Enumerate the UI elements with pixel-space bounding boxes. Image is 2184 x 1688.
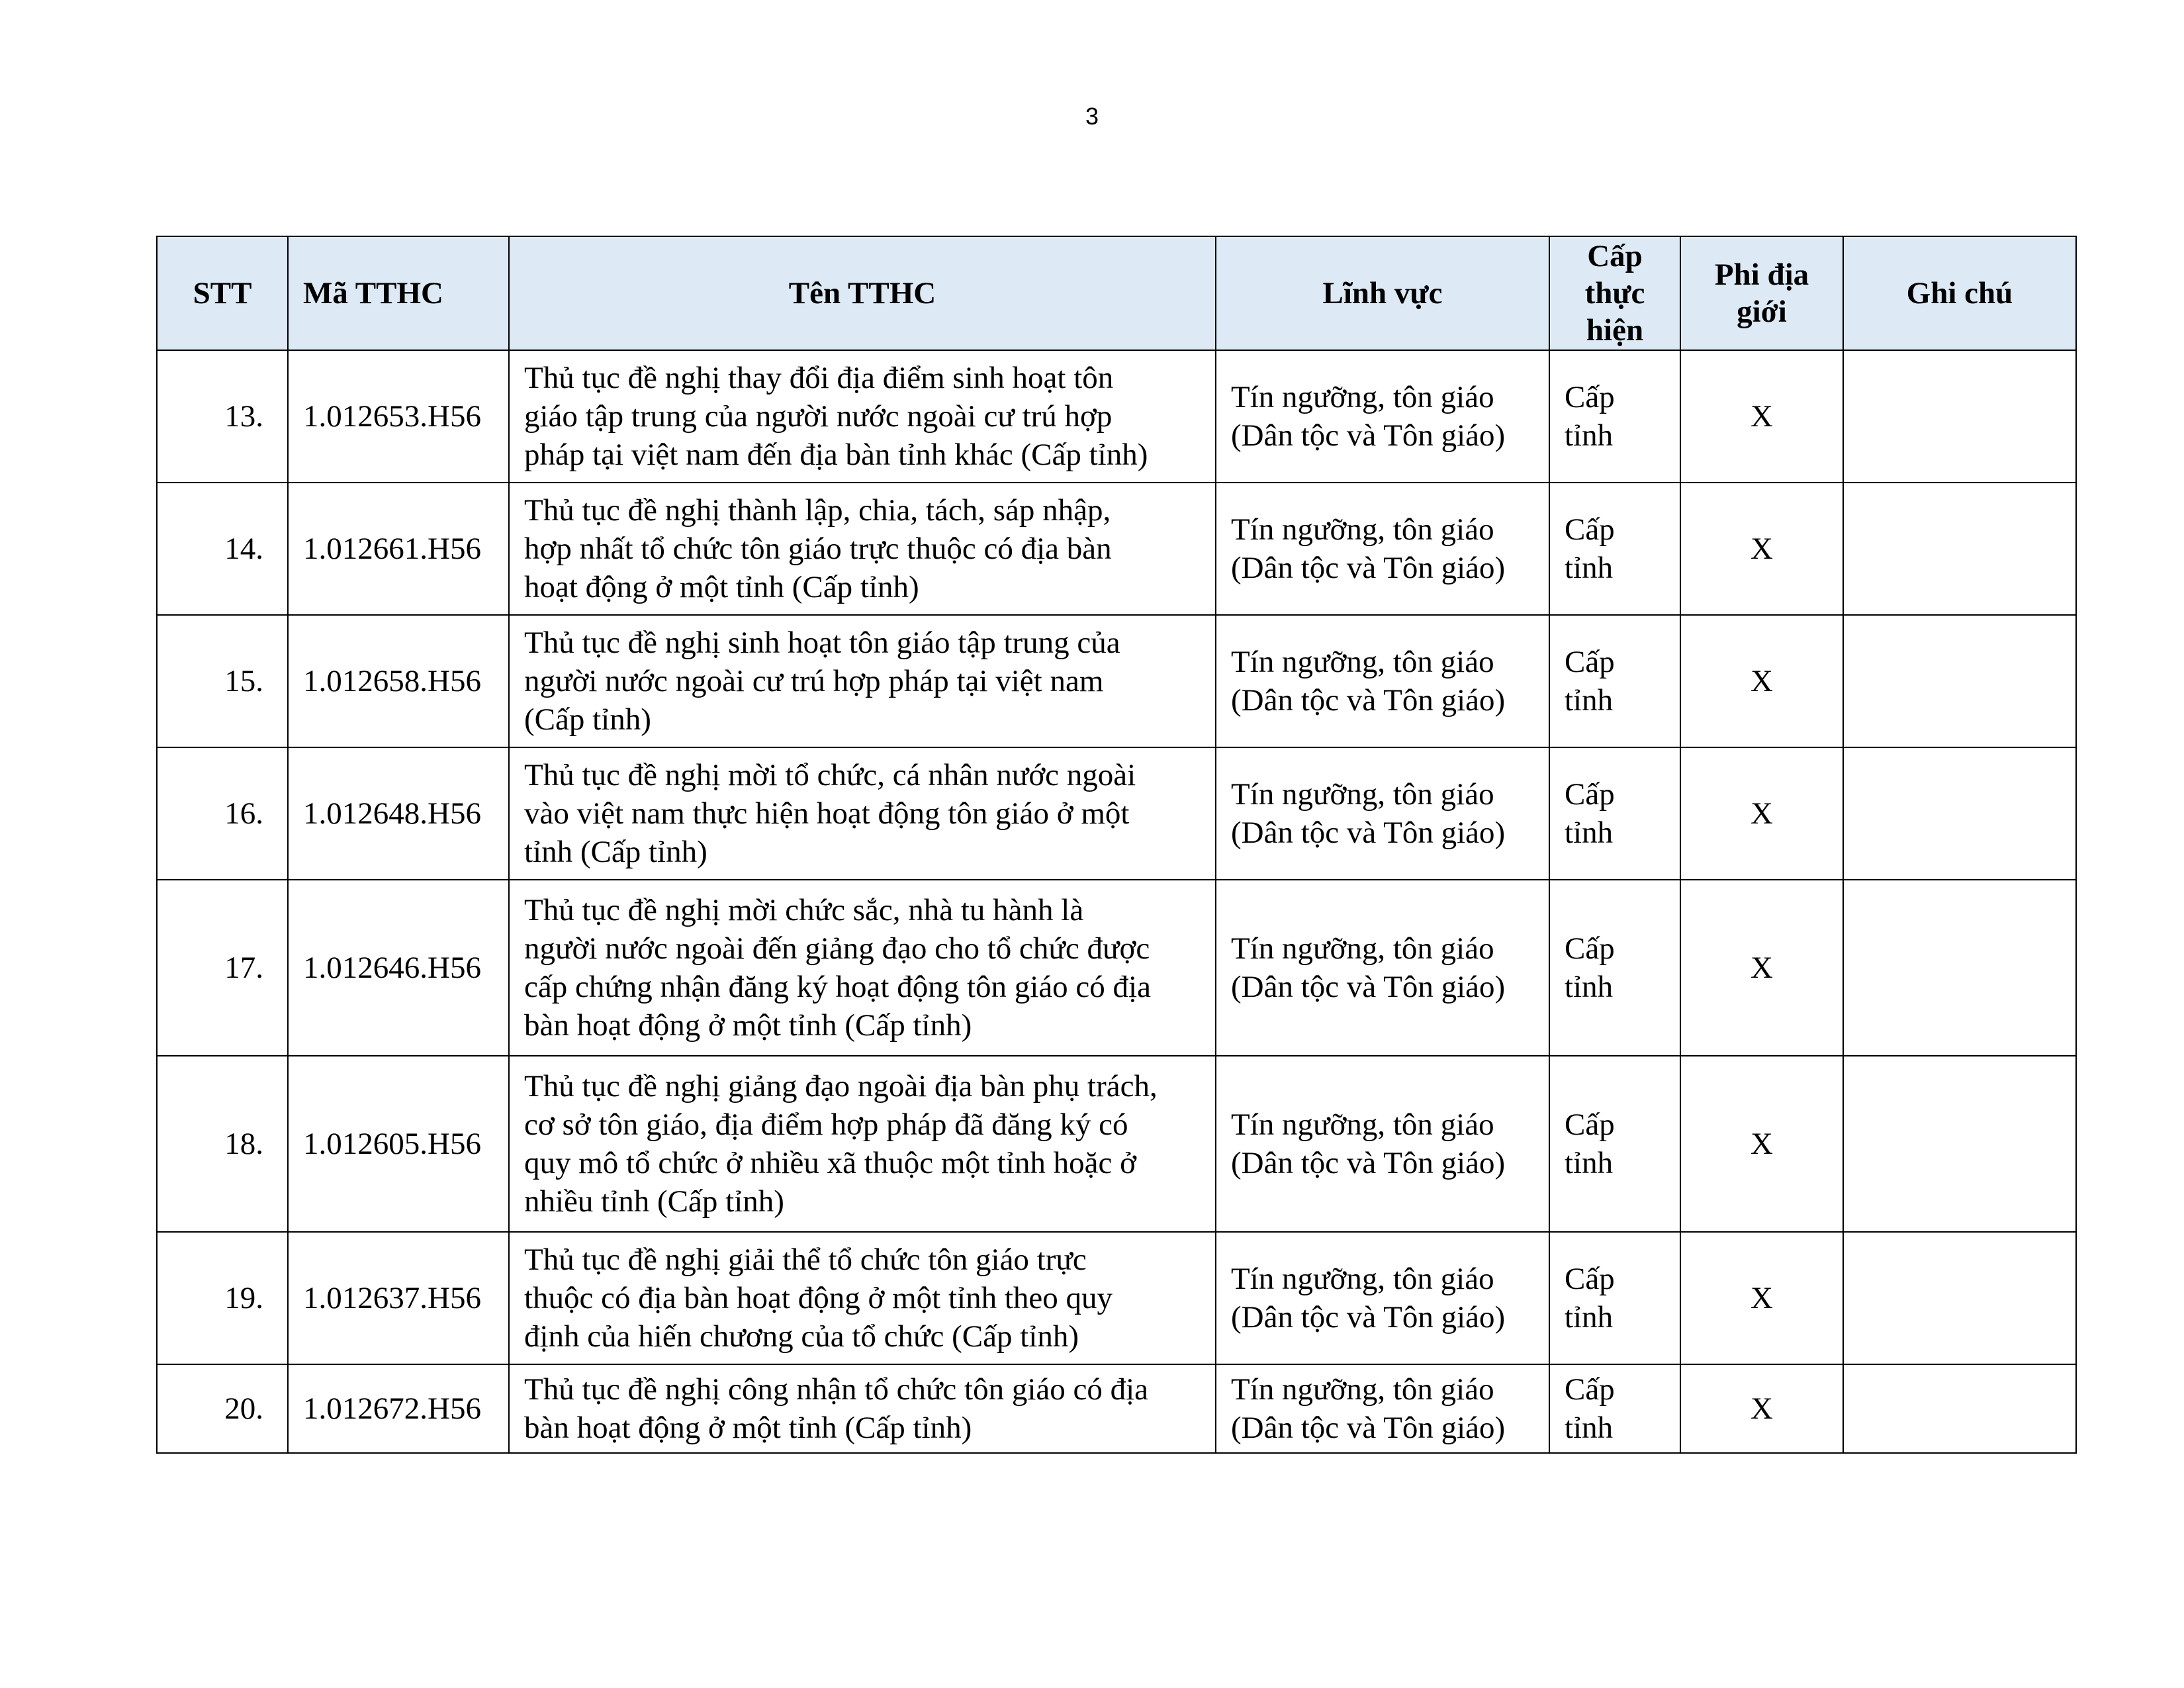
- table-row: [157, 880, 2076, 1056]
- row-cap-thuc-hien: [1549, 350, 1680, 483]
- header-ghi-chu: Ghi chú: [1843, 236, 2076, 350]
- row-cap-line: tỉnh: [1565, 551, 1614, 585]
- row-ghi-chu: [1843, 1232, 2076, 1364]
- row-stt: 14.: [157, 483, 288, 615]
- row-ma-tthc: 1.012653.H56: [288, 350, 509, 483]
- row-ghi-chu: [1843, 483, 2076, 615]
- row-cap-line: tỉnh: [1565, 418, 1614, 453]
- procedures-table: [156, 236, 2077, 1454]
- row-linh-vuc-line: Tín ngưỡng, tôn giáo: [1231, 931, 1494, 966]
- row-ten-tthc: [509, 615, 1216, 747]
- header-phi-line: Phi địa: [1714, 258, 1809, 292]
- row-phi-dia-gioi: X: [1680, 1232, 1843, 1364]
- row-stt: 18.: [157, 1056, 288, 1232]
- table-header-row: [157, 236, 2076, 350]
- row-ten-tthc: [509, 880, 1216, 1056]
- table-row: [157, 350, 2076, 483]
- row-cap-line: Cấp: [1565, 1372, 1615, 1407]
- row-stt: 19.: [157, 1232, 288, 1364]
- header-ma-tthc: Mã TTHC: [288, 236, 509, 350]
- row-cap-line: Cấp: [1565, 645, 1615, 679]
- table-row: [157, 483, 2076, 615]
- table-row: [157, 1056, 2076, 1232]
- row-cap-thuc-hien: [1549, 483, 1680, 615]
- row-ten-line: quy mô tổ chức ở nhiều xã thuộc một tỉnh hoặc ở: [524, 1146, 1136, 1180]
- row-ten-line: Thủ tục đề nghị công nhận tổ chức tôn giáo có địa: [524, 1372, 1149, 1407]
- row-cap-thuc-hien: [1549, 615, 1680, 747]
- row-stt: 17.: [157, 880, 288, 1056]
- header-cap-line: thực: [1584, 276, 1645, 310]
- row-ten-line: Thủ tục đề nghị mời chức sắc, nhà tu hành là: [524, 893, 1084, 927]
- row-ten-line: nhiều tỉnh (Cấp tỉnh): [524, 1184, 784, 1219]
- row-linh-vuc-line: Tín ngưỡng, tôn giáo: [1231, 777, 1494, 812]
- row-cap-line: Cấp: [1565, 931, 1615, 966]
- row-ten-tthc: [509, 483, 1216, 615]
- row-cap-thuc-hien: [1549, 747, 1680, 880]
- row-ten-line: Thủ tục đề nghị giải thể tổ chức tôn giáo trực: [524, 1243, 1087, 1277]
- row-ten-line: (Cấp tỉnh): [524, 702, 651, 737]
- row-cap-thuc-hien: [1549, 880, 1680, 1056]
- header-linh-vuc: Lĩnh vực: [1216, 236, 1549, 350]
- row-cap-line: Cấp: [1565, 1107, 1615, 1142]
- row-ma-tthc: 1.012658.H56: [288, 615, 509, 747]
- row-cap-line: tỉnh: [1565, 970, 1614, 1004]
- header-phi-dia-gioi: [1680, 236, 1843, 350]
- row-phi-dia-gioi: X: [1680, 1364, 1843, 1453]
- row-linh-vuc-line: Tín ngưỡng, tôn giáo: [1231, 1372, 1494, 1407]
- row-ten-line: giáo tập trung của người nước ngoài cư trú hợp: [524, 399, 1113, 434]
- row-linh-vuc-line: (Dân tộc và Tôn giáo): [1231, 1146, 1506, 1180]
- row-ten-line: thuộc có địa bàn hoạt động ở một tỉnh theo quy: [524, 1281, 1113, 1315]
- row-phi-dia-gioi: X: [1680, 615, 1843, 747]
- row-cap-line: Cấp: [1565, 512, 1615, 547]
- row-linh-vuc-line: (Dân tộc và Tôn giáo): [1231, 551, 1506, 585]
- row-linh-vuc-line: (Dân tộc và Tôn giáo): [1231, 683, 1506, 718]
- row-linh-vuc-line: Tín ngưỡng, tôn giáo: [1231, 1262, 1494, 1296]
- row-cap-thuc-hien: [1549, 1232, 1680, 1364]
- row-ghi-chu: [1843, 615, 2076, 747]
- row-linh-vuc: [1216, 1232, 1549, 1364]
- row-cap-line: tỉnh: [1565, 1411, 1614, 1445]
- row-ten-line: người nước ngoài cư trú hợp pháp tại việt nam: [524, 664, 1104, 698]
- row-cap-line: tỉnh: [1565, 816, 1614, 850]
- row-linh-vuc: [1216, 1056, 1549, 1232]
- row-cap-line: Cấp: [1565, 380, 1615, 414]
- table-row: [157, 615, 2076, 747]
- header-stt: STT: [157, 236, 288, 350]
- row-linh-vuc-line: Tín ngưỡng, tôn giáo: [1231, 380, 1494, 414]
- row-ten-line: hợp nhất tổ chức tôn giáo trực thuộc có địa bàn: [524, 532, 1112, 566]
- header-cap-thuc-hien: [1549, 236, 1680, 350]
- row-ma-tthc: 1.012646.H56: [288, 880, 509, 1056]
- page-number: 3: [1085, 103, 1099, 130]
- row-ten-line: cơ sở tôn giáo, địa điểm hợp pháp đã đăng ký có: [524, 1107, 1128, 1142]
- header-cap-line: hiện: [1586, 313, 1644, 348]
- row-ten-line: tỉnh (Cấp tỉnh): [524, 835, 707, 869]
- row-cap-line: Cấp: [1565, 1262, 1615, 1296]
- row-ten-line: Thủ tục đề nghị thành lập, chia, tách, sáp nhập,: [524, 493, 1111, 528]
- row-stt: 20.: [157, 1364, 288, 1453]
- row-ghi-chu: [1843, 1056, 2076, 1232]
- row-linh-vuc-line: (Dân tộc và Tôn giáo): [1231, 816, 1506, 850]
- row-ten-line: hoạt động ở một tỉnh (Cấp tỉnh): [524, 570, 919, 604]
- table-body: [157, 350, 2076, 1453]
- row-linh-vuc-line: (Dân tộc và Tôn giáo): [1231, 418, 1506, 453]
- row-phi-dia-gioi: X: [1680, 747, 1843, 880]
- row-cap-thuc-hien: [1549, 1364, 1680, 1453]
- row-ghi-chu: [1843, 880, 2076, 1056]
- row-stt: 16.: [157, 747, 288, 880]
- row-linh-vuc-line: Tín ngưỡng, tôn giáo: [1231, 645, 1494, 679]
- row-linh-vuc: [1216, 1364, 1549, 1453]
- row-phi-dia-gioi: X: [1680, 1056, 1843, 1232]
- row-ten-line: người nước ngoài đến giảng đạo cho tổ chức được: [524, 931, 1150, 966]
- row-ten-line: cấp chứng nhận đăng ký hoạt động tôn giáo có địa: [524, 970, 1151, 1004]
- row-linh-vuc: [1216, 615, 1549, 747]
- row-ten-line: Thủ tục đề nghị giảng đạo ngoài địa bàn phụ trách,: [524, 1069, 1158, 1103]
- row-linh-vuc: [1216, 747, 1549, 880]
- row-stt: 15.: [157, 615, 288, 747]
- table-row: [157, 1364, 2076, 1453]
- row-ten-line: pháp tại việt nam đến địa bàn tỉnh khác (Cấp tỉnh): [524, 438, 1148, 472]
- row-ten-line: Thủ tục đề nghị thay đổi địa điểm sinh hoạt tôn: [524, 361, 1114, 395]
- row-cap-line: tỉnh: [1565, 1146, 1614, 1180]
- header-phi-line: giới: [1737, 295, 1787, 329]
- row-ten-line: Thủ tục đề nghị sinh hoạt tôn giáo tập trung của: [524, 626, 1120, 660]
- row-ghi-chu: [1843, 747, 2076, 880]
- row-ten-tthc: [509, 1232, 1216, 1364]
- row-ten-tthc: [509, 747, 1216, 880]
- row-cap-thuc-hien: [1549, 1056, 1680, 1232]
- row-linh-vuc-line: (Dân tộc và Tôn giáo): [1231, 1300, 1506, 1335]
- row-phi-dia-gioi: X: [1680, 350, 1843, 483]
- row-phi-dia-gioi: X: [1680, 483, 1843, 615]
- row-cap-line: tỉnh: [1565, 683, 1614, 718]
- row-linh-vuc-line: (Dân tộc và Tôn giáo): [1231, 970, 1506, 1004]
- row-cap-line: tỉnh: [1565, 1300, 1614, 1335]
- row-linh-vuc-line: Tín ngưỡng, tôn giáo: [1231, 512, 1494, 547]
- row-ghi-chu: [1843, 1364, 2076, 1453]
- row-linh-vuc: [1216, 350, 1549, 483]
- row-ten-line: bàn hoạt động ở một tỉnh (Cấp tỉnh): [524, 1411, 972, 1445]
- table-row: [157, 1232, 2076, 1364]
- row-ten-line: bàn hoạt động ở một tỉnh (Cấp tỉnh): [524, 1008, 972, 1043]
- row-ma-tthc: 1.012648.H56: [288, 747, 509, 880]
- row-stt: 13.: [157, 350, 288, 483]
- row-ten-line: vào việt nam thực hiện hoạt động tôn giáo ở một: [524, 796, 1130, 831]
- row-linh-vuc-line: Tín ngưỡng, tôn giáo: [1231, 1107, 1494, 1142]
- row-ma-tthc: 1.012672.H56: [288, 1364, 509, 1453]
- row-ten-tthc: [509, 1364, 1216, 1453]
- row-linh-vuc: [1216, 880, 1549, 1056]
- row-ma-tthc: 1.012661.H56: [288, 483, 509, 615]
- table-row: [157, 747, 2076, 880]
- row-ten-tthc: [509, 1056, 1216, 1232]
- header-cap-line: Cấp: [1587, 239, 1643, 273]
- row-ten-line: Thủ tục đề nghị mời tổ chức, cá nhân nước ngoài: [524, 758, 1136, 792]
- row-ma-tthc: 1.012605.H56: [288, 1056, 509, 1232]
- row-cap-line: Cấp: [1565, 777, 1615, 812]
- row-ten-line: định của hiến chương của tổ chức (Cấp tỉnh): [524, 1319, 1079, 1354]
- row-linh-vuc: [1216, 483, 1549, 615]
- row-phi-dia-gioi: X: [1680, 880, 1843, 1056]
- row-ten-tthc: [509, 350, 1216, 483]
- row-linh-vuc-line: (Dân tộc và Tôn giáo): [1231, 1411, 1506, 1445]
- row-ma-tthc: 1.012637.H56: [288, 1232, 509, 1364]
- row-ghi-chu: [1843, 350, 2076, 483]
- header-ten-tthc: Tên TTHC: [509, 236, 1216, 350]
